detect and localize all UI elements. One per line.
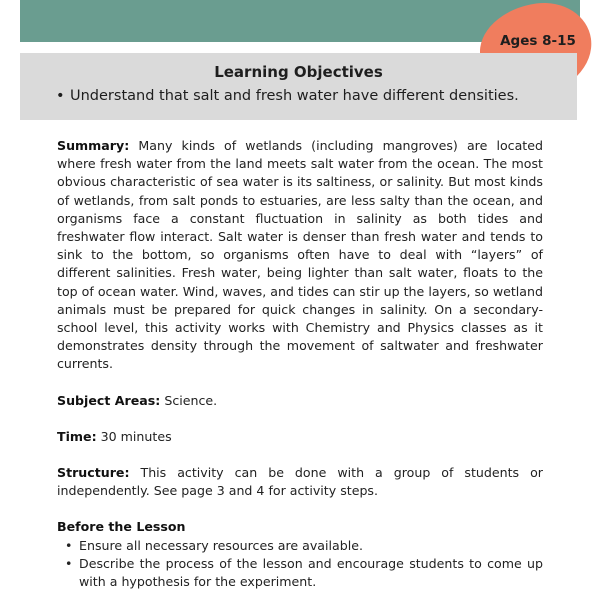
bullet-icon: • bbox=[56, 88, 65, 104]
objective-text: Understand that salt and fresh water have different densities. bbox=[70, 88, 519, 104]
before-lesson-heading: Before the Lesson bbox=[57, 519, 186, 535]
subject-areas-text: Science. bbox=[164, 392, 218, 408]
summary-label: Summary: bbox=[57, 138, 130, 153]
learning-objectives-box bbox=[20, 53, 577, 120]
summary-text: Many kinds of wetlands (including mangroves) are located where fresh water from the land meets salt water from the ocean. The most obvious characteristic of sea water is its saltiness, or salinity. But most kinds of wetlands, from salt ponds to estuaries, are less salty than the ocean, and organisms face a constant fluctuation in salinity as both tides and freshwater flow interact. Salt water is denser than fresh water and tends to sink to the bottom, so organisms often have to deal with “layers” of different salinities. Fresh water, being lighter than salt water, floats to the top of ocean water. Wind, waves, and tides can stir up the layers, so wetland animals must be prepared for quick changes in salinity. On a secondary- school level, this activity works with Chemistry and Physics classes as it demonstrates density through the movement of saltwater and freshwater currents. bbox=[57, 138, 543, 372]
list-item bbox=[57, 555, 543, 591]
objective-item bbox=[56, 88, 519, 104]
time-label: Time: bbox=[57, 428, 97, 444]
bullet-icon: • bbox=[65, 537, 73, 553]
time-paragraph bbox=[57, 428, 543, 446]
structure-paragraph bbox=[57, 464, 543, 500]
before-lesson-list bbox=[57, 537, 543, 592]
bullet-icon: • bbox=[65, 555, 73, 571]
age-badge-label: Ages 8-15 bbox=[500, 33, 576, 49]
list-item-text: Describe the process of the lesson and encourage students to come up with a hypothesis for the experiment. bbox=[79, 555, 543, 590]
subject-areas-label: Subject Areas: bbox=[57, 392, 161, 408]
list-item-text: Ensure all necessary resources are available. bbox=[79, 537, 363, 553]
list-item bbox=[57, 537, 543, 555]
structure-text: This activity can be done with a group of students or independently. See page 3 and 4 for activity steps. bbox=[57, 465, 543, 499]
structure-label: Structure: bbox=[57, 465, 130, 481]
summary-paragraph bbox=[57, 137, 543, 374]
lesson-content bbox=[57, 137, 543, 591]
learning-objectives-title: Learning Objectives bbox=[214, 63, 383, 81]
time-text: 30 minutes bbox=[100, 428, 172, 444]
subject-areas-paragraph bbox=[57, 392, 543, 410]
